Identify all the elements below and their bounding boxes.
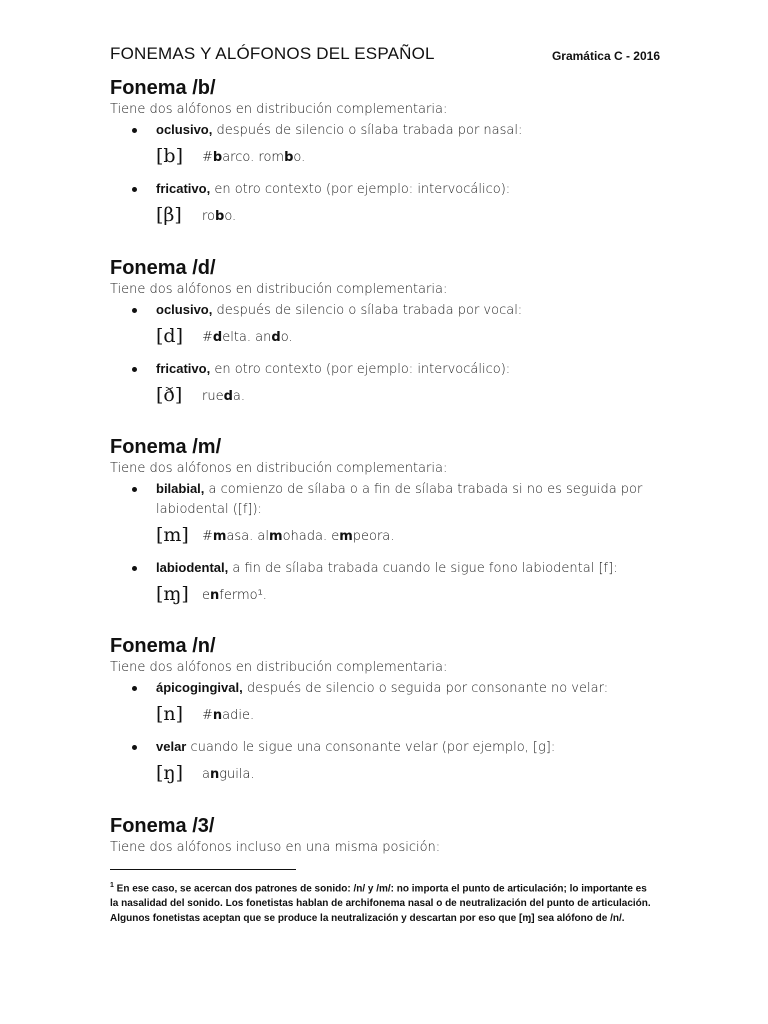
example-text: a <box>202 767 210 782</box>
bullet-icon <box>132 566 137 571</box>
allophone-item <box>156 479 670 520</box>
highlighted-letter: d <box>212 330 223 345</box>
bullet-icon <box>132 308 137 313</box>
section-title: Fonema /m/ <box>110 436 222 458</box>
allophone-description: a comienzo de sílaba o a fin de sílaba trabada si no es seguida por labiodental ([f]): <box>156 482 643 517</box>
example-row <box>156 520 670 552</box>
footnote-marker: 1 <box>110 882 114 889</box>
allophone-description: después de silencio o sílaba trabada por vocal: <box>212 303 523 318</box>
section-4 <box>110 634 670 790</box>
phonetic-symbol: [ð] <box>156 384 183 406</box>
allophone-term: fricativo, <box>156 181 211 196</box>
example-text: # <box>202 150 213 165</box>
phonetic-symbol: [d] <box>156 325 183 347</box>
example-words <box>202 330 293 345</box>
footnote <box>110 878 655 926</box>
example-row <box>156 200 670 232</box>
allophone-term: ápicogingival, <box>156 680 243 695</box>
allophone-description: después de silencio o seguida por consonante no velar: <box>242 681 609 696</box>
example-text: e <box>202 588 210 603</box>
example-words <box>202 389 245 404</box>
section-intro: Tiene dos alófonos en distribución complementaria: <box>110 461 448 476</box>
phonetic-symbol: [β] <box>156 204 182 226</box>
highlighted-letter: n <box>210 588 220 603</box>
section-title: Fonema /b/ <box>110 77 216 99</box>
section-intro: Tiene dos alófonos incluso en una misma posición: <box>110 840 441 855</box>
bullet-icon <box>132 187 137 192</box>
highlighted-letter: n <box>209 767 220 782</box>
example-text: ro <box>202 209 216 224</box>
allophone-description: en otro contexto (por ejemplo: intervocálico): <box>210 182 511 197</box>
footnote-separator <box>110 869 296 870</box>
allophone-term: bilabial, <box>156 481 205 496</box>
phonetic-symbol: [m] <box>156 524 189 546</box>
highlighted-letter: b <box>215 209 225 224</box>
allophone-term: velar <box>156 739 187 754</box>
example-text: o. <box>280 330 293 345</box>
section-1 <box>110 76 670 232</box>
allophone-description: cuando le sigue una consonante velar (por ejemplo, [g]: <box>186 740 556 755</box>
allophone-term: oclusivo, <box>156 122 213 137</box>
highlighted-letter: d <box>271 330 281 345</box>
example-row <box>156 758 670 790</box>
example-text: ohada. e <box>282 529 340 544</box>
allophone-item <box>156 678 670 699</box>
highlighted-letter: m <box>339 529 353 544</box>
page-header <box>110 44 660 68</box>
allophone-term: fricativo, <box>156 361 211 376</box>
highlighted-letter: n <box>212 708 223 723</box>
example-words <box>202 529 394 544</box>
example-text: guila. <box>219 767 255 782</box>
allophone-item <box>156 300 670 321</box>
example-text: elta. an <box>222 330 272 345</box>
footnote-text: En ese caso, se acercan dos patrones de sonido: /n/ y /m/: no importa el punto de articulación; lo importante es la nasalidad del sonido. Los fonetistas hablan de archifonema nasal o de neutralización del punto de articulación. Algunos fonetistas aceptan que se produce la neutralización y descartan por eso que [ɱ] sea alófono de /n/. <box>110 883 651 925</box>
document-title: FONEMAS Y ALÓFONOS DEL ESPAÑOL <box>110 44 435 63</box>
bullet-icon <box>132 487 137 492</box>
example-text: a. <box>232 389 246 404</box>
example-row <box>156 321 670 353</box>
example-text: arco. rom <box>222 150 285 165</box>
example-words <box>202 708 254 723</box>
course-label: Gramática C - 2016 <box>551 49 660 63</box>
example-text: adie. <box>222 708 255 723</box>
allophone-item <box>156 737 670 758</box>
allophone-term: labiodental, <box>156 560 229 575</box>
section-title: Fonema /3/ <box>110 815 215 837</box>
allophone-item <box>156 558 670 579</box>
example-words <box>202 767 255 782</box>
highlighted-letter: b <box>284 150 294 165</box>
example-row <box>156 699 670 731</box>
example-words <box>202 209 236 224</box>
allophone-item <box>156 359 670 380</box>
bullet-icon <box>132 745 137 750</box>
section-5 <box>110 814 670 857</box>
example-text: asa. al <box>226 529 270 544</box>
highlighted-letter: b <box>212 150 223 165</box>
phonetic-symbol: [n] <box>156 703 184 725</box>
example-row <box>156 579 670 611</box>
example-text: rue <box>202 389 224 404</box>
example-words <box>202 150 305 165</box>
section-intro: Tiene dos alófonos en distribución complementaria: <box>110 660 448 675</box>
section-2 <box>110 256 670 412</box>
section-3 <box>110 435 670 611</box>
example-text: # <box>202 708 213 723</box>
highlighted-letter: m <box>212 529 227 544</box>
bullet-icon <box>132 367 137 372</box>
example-text: o. <box>293 150 306 165</box>
allophone-description: después de silencio o sílaba trabada por nasal: <box>212 123 523 138</box>
example-text: # <box>202 330 213 345</box>
phonetic-symbol: [b] <box>156 145 183 167</box>
highlighted-letter: m <box>269 529 283 544</box>
example-row <box>156 380 670 412</box>
example-text: # <box>202 529 213 544</box>
example-text: peora. <box>352 529 395 544</box>
bullet-icon <box>132 686 137 691</box>
allophone-item <box>156 120 670 141</box>
phonetic-symbol: [ŋ] <box>156 762 184 784</box>
allophone-description: en otro contexto (por ejemplo: intervocálico): <box>210 362 511 377</box>
allophone-item <box>156 179 670 200</box>
section-intro: Tiene dos alófonos en distribución complementaria: <box>110 102 448 117</box>
section-title: Fonema /n/ <box>110 635 216 657</box>
example-words <box>202 588 267 603</box>
example-text: fermo¹. <box>219 588 267 603</box>
phonetic-symbol: [ɱ] <box>156 583 189 605</box>
example-text: o. <box>224 209 237 224</box>
allophone-description: a fin de sílaba trabada cuando le sigue fono labiodental [f]: <box>228 561 618 576</box>
section-intro: Tiene dos alófonos en distribución complementaria: <box>110 282 448 297</box>
bullet-icon <box>132 128 137 133</box>
highlighted-letter: d <box>223 389 233 404</box>
example-row <box>156 141 670 173</box>
allophone-term: oclusivo, <box>156 302 213 317</box>
section-title: Fonema /d/ <box>110 257 216 279</box>
